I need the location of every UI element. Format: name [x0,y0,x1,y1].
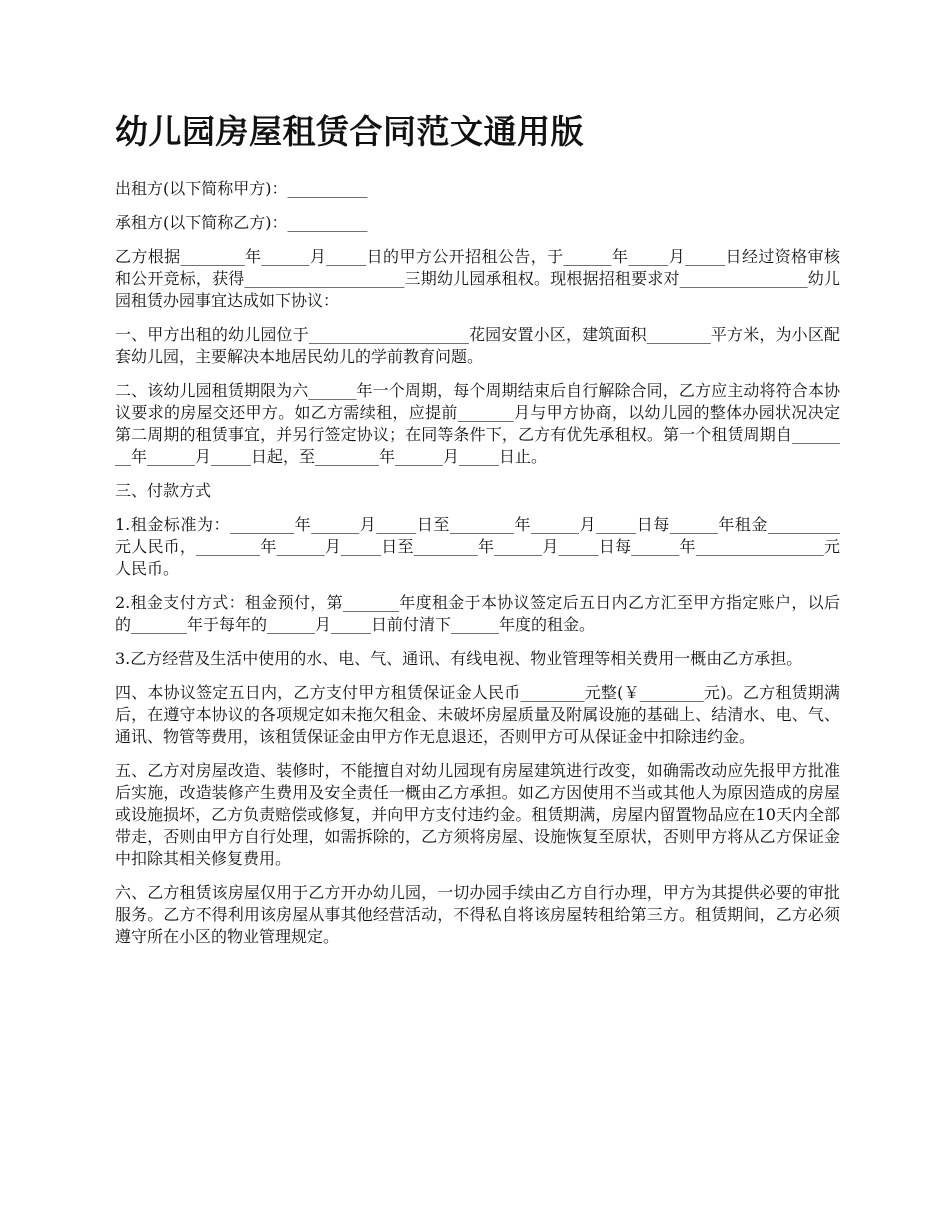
clause-lessor: 出租方(以下简称甲方)：__________ [115,178,368,198]
clause-4-deposit: 四、本协议签定五日内，乙方支付甲方租赁保证金人民币________元整(￥________元)。乙方租赁期满后，在遵守本协议的各项规定如未拖欠租金、未破坏房屋质量及附属设施的基础上、结清水、电、气、通讯、物管等费用，该租赁保证金由甲方作无息退还，否则甲方可从保证金中扣除违约金。 [115,682,840,746]
document-page [115,112,840,960]
clause-5-renovation: 五、乙方对房屋改造、装修时，不能擅自对幼儿园现有房屋建筑进行改变，如确需改动应先报甲方批准后实施，改造装修产生费用及安全责任一概由乙方承担。如乙方因使用不当或其他人为原因造成的房屋或设施损坏，乙方负责赔偿或修复，并向甲方支付违约金。租赁期满，房屋内留置物品应在10天内全部带走，否则由甲方自行处理，如需拆除的，乙方须将房屋、设施恢复至原状，否则甲方将从乙方保证金中扣除其相关修复费用。 [115,760,840,868]
clause-6-usage: 六、乙方租赁该房屋仅用于乙方开办幼儿园，一切办园手续由乙方自行办理，甲方为其提供必要的审批服务。乙方不得利用该房屋从事其他经营活动，不得私自将该房屋转租给第三方。租赁期间，乙方必须遵守所在小区的物业管理规定。 [115,882,840,946]
document-title: 幼儿园房屋租赁合同范文通用版 [115,112,584,151]
clause-3-1-rent-standard: 1.租金标准为：________年______月_____日至________年______月_____日每______年租金_________元人民币，________年______月_____日至________年______月_____日每______年________________元人民币。 [115,514,840,578]
clause-1-location: 一、甲方出租的幼儿园位于____________________花园安置小区，建筑面积________平方米，为小区配套幼儿园，主要解决本地居民幼儿的学前教育问题。 [115,324,840,366]
clause-2-term: 二、该幼儿园租赁期限为六______年一个周期，每个周期结束后自行解除合同，乙方应主动将符合本协议要求的房屋交还甲方。如乙方需续租，应提前_______月与甲方协商，以幼儿园的整体办园状况决定第二周期的租赁事宜，并另行签定协议；在同等条件下，乙方有优先承租权。第一个租赁周期自________年______月_____日起，至________年______月_____日止。 [115,380,840,466]
clause-3-2-payment-method: 2.租金支付方式：租金预付，第_______年度租金于本协议签定后五日内乙方汇至甲方指定账户，以后的_______年于每年的______月_____日前付清下______年度的租金。 [115,592,840,634]
clause-lessee: 承租方(以下简称乙方)：__________ [115,212,368,232]
clause-preamble: 乙方根据________年______月_____日的甲方公开招租公告，于______年_____月_____日经过资格审核和公开竞标，获得____________________三期幼儿园承租权。现根据招租要求对________________幼儿园租赁办园事宜达成如下协议： [115,246,840,310]
clause-3-heading: 三、付款方式 [115,480,212,500]
clause-3-3-utilities: 3.乙方经营及生活中使用的水、电、气、通讯、有线电视、物业管理等相关费用一概由乙方承担。 [115,648,803,668]
